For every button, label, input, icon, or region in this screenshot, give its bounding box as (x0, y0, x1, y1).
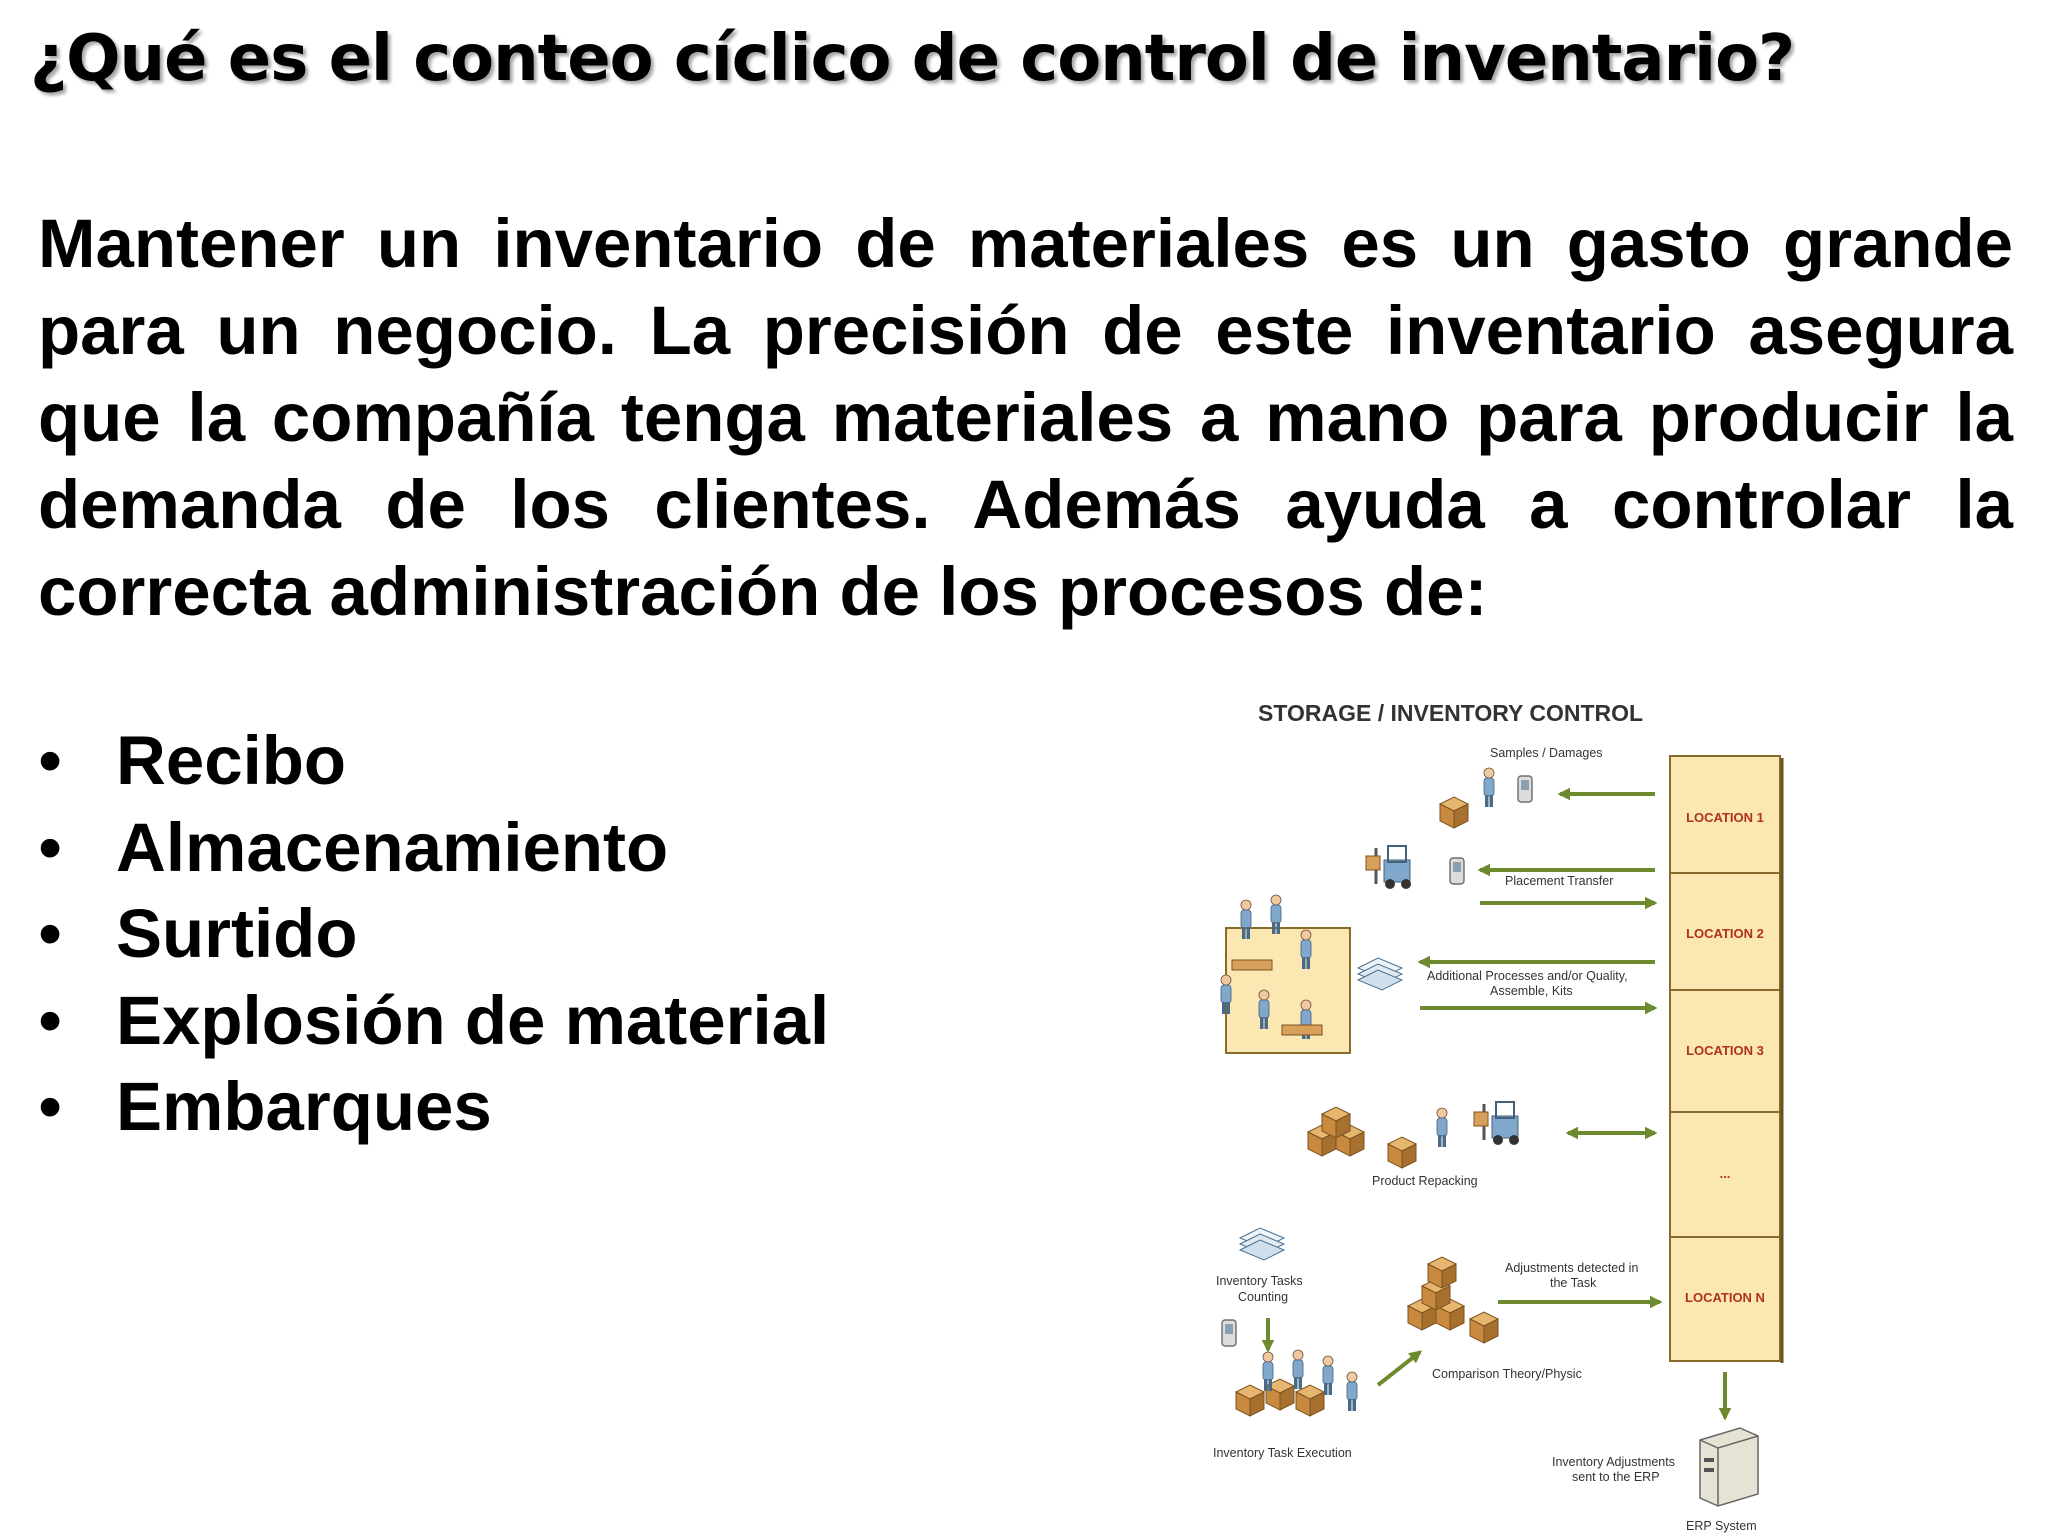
box-icon (1236, 1385, 1264, 1416)
scanner-icon (1222, 1320, 1236, 1346)
box-icon (1428, 1257, 1456, 1288)
list-item (38, 805, 829, 892)
adjustments-label: the Task (1550, 1276, 1597, 1290)
repacking-illustration (1308, 1102, 1519, 1168)
list-item-label: Recibo (116, 722, 347, 799)
bullet-icon: • (38, 722, 63, 799)
box-icon (1296, 1385, 1324, 1416)
documents-icon (1358, 958, 1402, 990)
worker-icon (1437, 1108, 1447, 1147)
execution-label: Inventory Task Execution (1213, 1446, 1352, 1460)
scanner-icon (1450, 858, 1464, 884)
additional-label: Assemble, Kits (1490, 984, 1573, 998)
location-label: ... (1719, 1166, 1731, 1181)
inventory-control-diagram (1200, 690, 1800, 1536)
scanner-icon (1518, 776, 1532, 802)
box-icon (1322, 1107, 1350, 1138)
bullet-icon: • (38, 1068, 63, 1145)
comparison-illustration (1408, 1257, 1498, 1343)
list-item (38, 978, 829, 1065)
tasks-label: Inventory Tasks (1216, 1274, 1303, 1288)
placement-illustration (1366, 846, 1464, 889)
samples-label: Samples / Damages (1490, 746, 1603, 760)
list-item (38, 718, 829, 805)
bullet-icon: • (38, 895, 63, 972)
location-label: LOCATION 2 (1686, 926, 1764, 941)
box-icon (1440, 797, 1468, 828)
diagram-title: STORAGE / INVENTORY CONTROL (1258, 700, 1644, 726)
list-item (38, 891, 829, 978)
additional-label: Additional Processes and/or Quality, (1427, 969, 1628, 983)
task-execution-illustration (1236, 1350, 1357, 1416)
tasks-label: Counting (1238, 1290, 1289, 1304)
documents-icon (1240, 1228, 1284, 1260)
forklift-icon (1474, 1102, 1519, 1145)
location-column (1670, 756, 1782, 1363)
list-item-label: Almacenamiento (116, 808, 669, 886)
erp-adjustments-label: Inventory Adjustments (1552, 1455, 1675, 1469)
server-icon (1700, 1428, 1758, 1506)
box-icon (1388, 1137, 1416, 1168)
forklift-icon (1366, 846, 1411, 889)
worker-icon (1347, 1372, 1357, 1411)
bullet-icon: • (38, 981, 63, 1059)
comparison-label: Comparison Theory/Physic (1432, 1367, 1582, 1381)
repacking-label: Product Repacking (1372, 1174, 1478, 1188)
worker-icon (1293, 1350, 1303, 1389)
worker-icon (1484, 768, 1494, 807)
location-label: LOCATION 1 (1686, 810, 1764, 825)
list-item-label: Embarques (116, 1068, 492, 1145)
location-label: LOCATION 3 (1686, 1043, 1764, 1058)
box-icon (1470, 1312, 1498, 1343)
slide-title: ¿Qué es el conteo cíclico de control de inventario? (30, 22, 1795, 96)
erp-adjustments-label: sent to the ERP (1572, 1470, 1660, 1484)
list-item-label: Surtido (116, 895, 358, 972)
placement-label: Placement Transfer (1505, 874, 1614, 888)
location-label: LOCATION N (1685, 1290, 1765, 1305)
arrow-up-right-icon (1378, 1352, 1420, 1385)
intro-paragraph: Mantener un inventario de materiales es un gasto grande para un negocio. La precisión de este inventario asegura que la compañía tenga materiales a mano para producir la demanda de los clientes. Además ayuda a controlar la correcta administración de los procesos de: (38, 205, 2013, 630)
list-item-label: Explosión de material (116, 981, 830, 1059)
erp-label: ERP System (1686, 1519, 1757, 1533)
bullet-icon: • (38, 808, 63, 886)
worker-icon (1323, 1356, 1333, 1395)
list-item (38, 1064, 829, 1151)
workstation-illustration (1221, 895, 1350, 1053)
adjustments-label: Adjustments detected in (1505, 1261, 1639, 1275)
samples-illustration (1440, 768, 1532, 828)
process-list (38, 718, 829, 1151)
